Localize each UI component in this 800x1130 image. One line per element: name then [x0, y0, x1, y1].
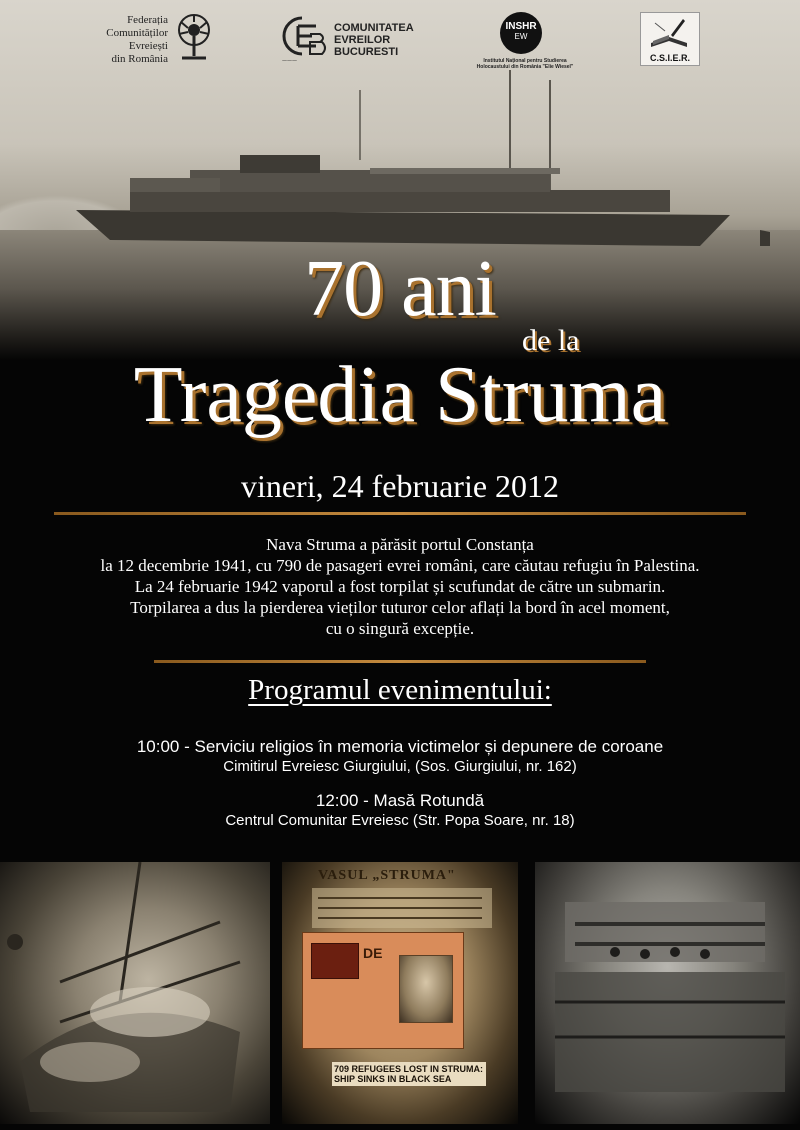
ship-illustration — [70, 50, 770, 260]
intro-line: cu o singură excepție. — [325, 619, 475, 638]
ship-deck-photo — [535, 862, 800, 1124]
event-title: 12:00 - Masă Rotundă — [315, 791, 485, 810]
event-title: 10:00 - Serviciu religios în memoria victimelor și depunere de coroane — [136, 737, 664, 756]
ceb-line1: COMUNITATEA — [334, 22, 414, 34]
fcer-line2: Comunităților Evreiești — [106, 27, 168, 52]
ceb-monogram-icon — [276, 12, 330, 64]
book-quill-icon — [647, 17, 693, 51]
intro-line: La 24 februarie 1942 vaporul a fost torpilat și scufundat de către un submarin. — [134, 577, 666, 596]
event-date: vineri, 24 februarie 2012 — [240, 468, 560, 504]
ceb-line3: BUCURESTI — [334, 46, 399, 58]
card-label: DE — [363, 945, 383, 961]
inshr-caption: Institutul Național pentru Studierea Holocaustului din România "Elie Wiesel" — [476, 58, 574, 70]
title-de-la: de la — [522, 324, 580, 357]
program-event — [0, 790, 800, 830]
program-title: Programul evenimentului: — [248, 674, 552, 706]
title-70-ani: 70 ani — [304, 245, 496, 333]
identity-card — [302, 932, 464, 1049]
portrait — [399, 955, 453, 1023]
inshr-top: INSHR — [505, 21, 537, 32]
newspaper-clipping — [282, 862, 518, 1124]
program-event — [0, 736, 800, 776]
fcer-line3: din România — [111, 53, 168, 65]
divider — [54, 512, 746, 515]
divider — [154, 660, 646, 663]
stamp — [311, 943, 359, 979]
clipping-header: VASUL „STRUMA" — [318, 868, 456, 883]
ceb-logo — [276, 12, 426, 67]
event-location: Cimitirul Evreiesc Giurgiului, (Sos. Giurgiului, nr. 162) — [223, 758, 577, 775]
intro-line: Nava Struma a părăsit portul Constanța — [266, 535, 534, 554]
inshr-bottom: EW — [514, 32, 528, 41]
csier-label: C.S.I.E.R. — [649, 53, 690, 63]
ceb-line2: EVREILOR — [334, 34, 391, 46]
intro-line: la 12 decembrie 1941, cu 790 de pasageri evrei români, care căutau refugiu în Palestina. — [100, 556, 700, 575]
intro-text — [40, 534, 760, 639]
svg-text:———: ——— — [282, 58, 297, 64]
fcer-logo — [86, 12, 226, 67]
clipping-headline: 709 REFUGEES LOST IN STRUMA: SHIP SINKS IN BLACK SEA — [332, 1062, 486, 1086]
inshr-badge — [500, 12, 542, 54]
intro-line: Torpilarea a dus la pierderea vieților tuturor celor aflați la bord în acel moment, — [130, 598, 670, 617]
inshr-logo — [470, 12, 580, 72]
csier-logo — [640, 12, 700, 66]
event-location: Centrul Comunitar Evreiesc (Str. Popa Soare, nr. 18) — [225, 812, 575, 829]
refugees-photo — [0, 862, 270, 1124]
fcer-line1: Federația — [127, 14, 168, 26]
menorah-tree-icon — [172, 12, 216, 62]
page-title: Tragedia Struma — [133, 351, 667, 439]
